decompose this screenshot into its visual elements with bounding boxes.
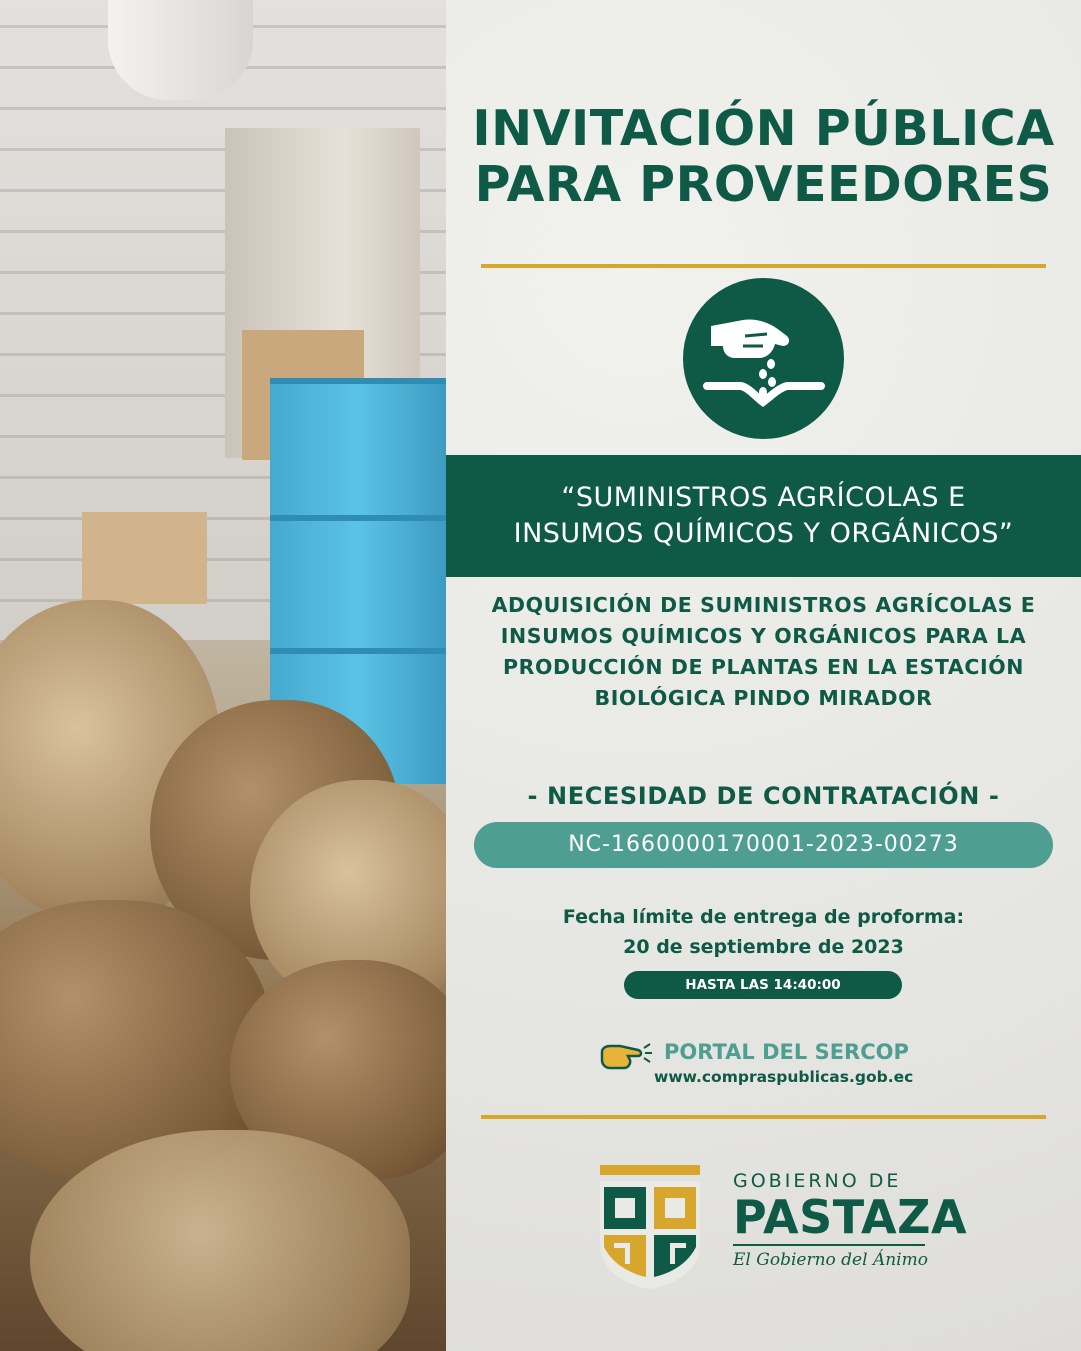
portal-url[interactable]: www.compraspublicas.gob.ec	[654, 1068, 914, 1086]
description-line-4: BIOLÓGICA PINDO MIRADOR	[594, 686, 933, 710]
contract-label: - NECESIDAD DE CONTRATACIÓN -	[527, 782, 1000, 810]
category-line-1: “SUMINISTROS AGRÍCOLAS E	[561, 482, 966, 513]
brand-line-2: PASTAZA	[733, 1190, 968, 1244]
deadline-time: HASTA LAS 14:40:00	[624, 971, 902, 999]
contract-code: NC-1660000170001-2023-00273	[474, 822, 1053, 868]
description-line-2: INSUMOS QUÍMICOS Y ORGÁNICOS PARA LA	[500, 624, 1027, 648]
pointing-hand-icon	[598, 1038, 654, 1078]
hand-sowing-seeds-icon	[683, 278, 844, 439]
brand-line-1: GOBIERNO DE	[733, 1170, 902, 1192]
deadline-date: 20 de septiembre de 2023	[623, 936, 904, 958]
blue-bin	[270, 378, 446, 519]
brand-tagline: El Gobierno del Ánimo	[733, 1250, 928, 1270]
info-panel	[446, 0, 1081, 1351]
gold-divider-top	[481, 264, 1046, 268]
description-line-1: ADQUISICIÓN DE SUMINISTROS AGRÍCOLAS E	[491, 593, 1036, 617]
title-line-1: INVITACIÓN PÚBLICA	[472, 100, 1055, 157]
portal-name: PORTAL DEL SERCOP	[664, 1040, 909, 1064]
gold-divider-bottom	[481, 1115, 1046, 1119]
pastaza-shield-logo	[600, 1165, 700, 1290]
deadline-label: Fecha límite de entrega de proforma:	[562, 906, 965, 928]
description-line-3: PRODUCCIÓN DE PLANTAS EN LA ESTACIÓN	[502, 655, 1024, 679]
category-line-2: INSUMOS QUÍMICOS Y ORGÁNICOS”	[513, 518, 1014, 549]
description	[446, 590, 1081, 714]
cardboard-box	[82, 512, 207, 604]
category-banner	[446, 455, 1081, 577]
blue-bin	[270, 515, 446, 653]
warehouse-photo	[0, 0, 446, 1351]
water-heater	[108, 0, 253, 100]
deadline	[446, 902, 1081, 962]
brand-divider	[733, 1244, 925, 1246]
title-line-2: PARA PROVEEDORES	[474, 156, 1053, 213]
